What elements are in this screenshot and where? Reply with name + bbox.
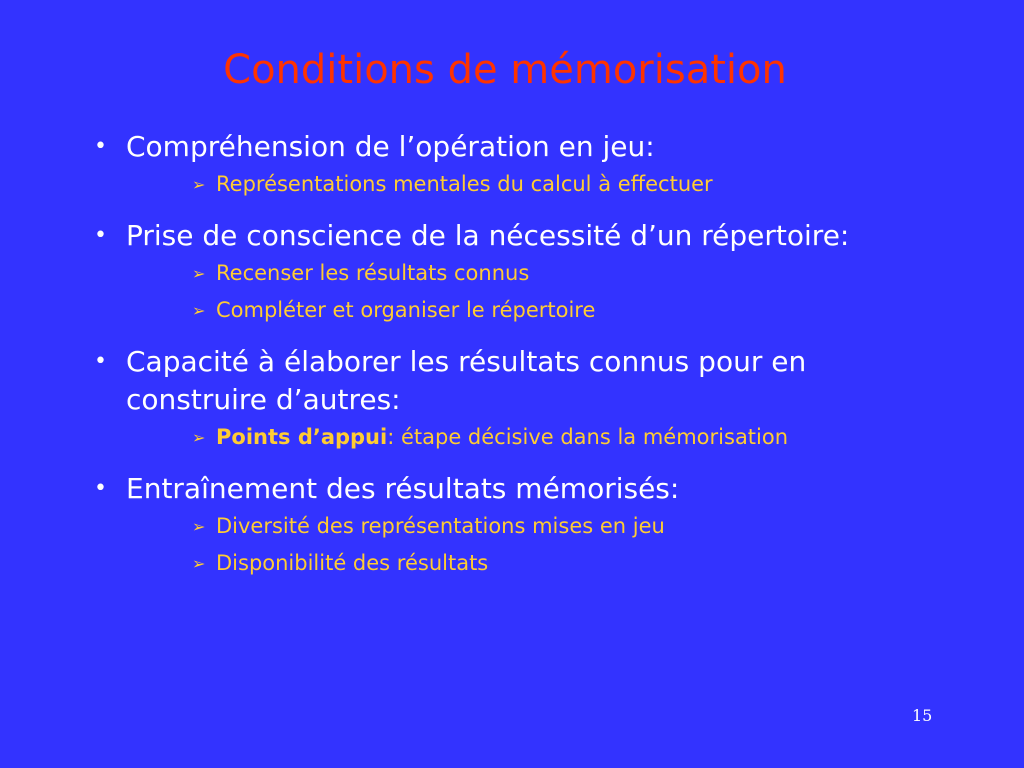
sub-bullet-item bbox=[192, 508, 948, 545]
sub-bullet-item bbox=[192, 545, 948, 582]
page-number: 15 bbox=[912, 706, 933, 725]
sub-bullet-item bbox=[192, 292, 948, 329]
arrow-icon: ➢ bbox=[192, 554, 206, 573]
bullet-text: Prise de conscience de la nécessité d’un répertoire: bbox=[126, 219, 850, 252]
bullet-item bbox=[88, 470, 948, 508]
sub-bullet-text: Compléter et organiser le répertoire bbox=[216, 298, 596, 322]
sub-bullet-strong-text: Points d’appui bbox=[216, 425, 388, 449]
bullet-text: Compréhension de l’opération en jeu: bbox=[126, 130, 655, 163]
bullet-icon: • bbox=[94, 349, 107, 374]
sub-bullet-item bbox=[192, 419, 948, 456]
bullet-item bbox=[88, 217, 948, 255]
bullet-text: Capacité à élaborer les résultats connus pour en construire d’autres: bbox=[126, 345, 807, 416]
sub-bullet-text: Disponibilité des résultats bbox=[216, 551, 489, 575]
bullet-icon: • bbox=[94, 223, 107, 248]
bullet-text: Entraînement des résultats mémorisés: bbox=[126, 472, 680, 505]
sub-bullet-text: Diversité des représentations mises en jeu bbox=[216, 514, 665, 538]
arrow-icon: ➢ bbox=[192, 428, 206, 447]
sub-bullet-text: Représentations mentales du calcul à effectuer bbox=[216, 172, 713, 196]
bullet-item bbox=[88, 343, 948, 419]
sub-bullet-text: Recenser les résultats connus bbox=[216, 261, 530, 285]
sub-bullet-item bbox=[192, 255, 948, 292]
slide-title: Conditions de mémorisation bbox=[223, 47, 787, 93]
slide-body bbox=[88, 128, 948, 582]
arrow-icon: ➢ bbox=[192, 517, 206, 536]
bullet-icon: • bbox=[94, 134, 107, 159]
arrow-icon: ➢ bbox=[192, 301, 206, 320]
sub-bullet-item bbox=[192, 166, 948, 203]
bullet-icon: • bbox=[94, 476, 107, 501]
arrow-icon: ➢ bbox=[192, 175, 206, 194]
bullet-item bbox=[88, 128, 948, 166]
sub-bullet-text: : étape décisive dans la mémorisation bbox=[387, 425, 789, 449]
arrow-icon: ➢ bbox=[192, 264, 206, 283]
